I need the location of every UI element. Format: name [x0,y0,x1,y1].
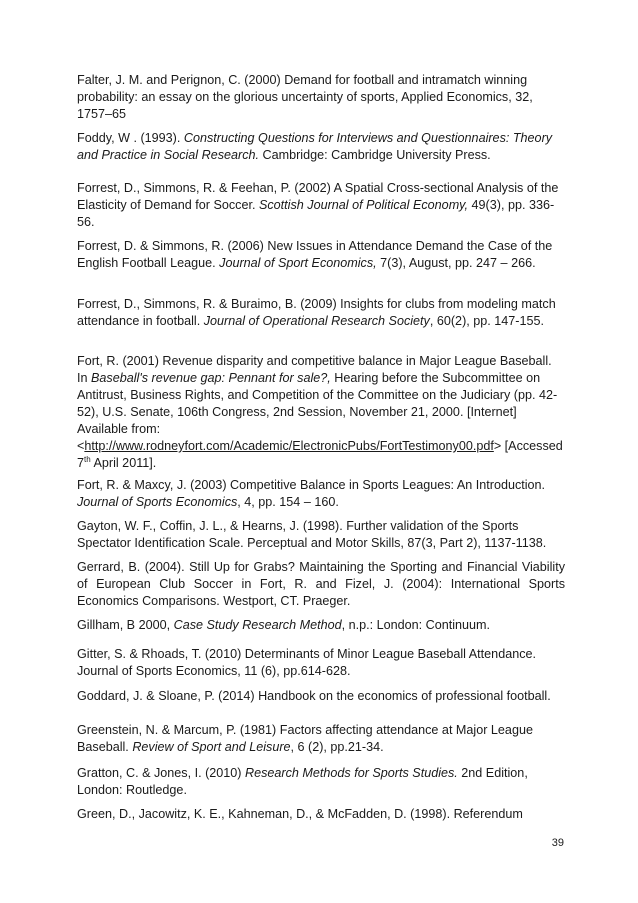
reference-text: , 4, pp. 154 – 160. [237,495,339,509]
reference-italic-text: Review of Sport and Leisure [132,740,291,754]
reference-entry [77,688,565,705]
reference-entry [77,617,565,634]
reference-url-link[interactable]: http://www.rodneyfort.com/Academic/ElectronicPubs/FortTestimony00.pdf [84,439,494,453]
reference-text: > [Accessed 7 [77,439,563,470]
reference-entry [77,130,565,164]
reference-text: Gratton, C. & Jones, I. (2010) [77,766,245,780]
reference-entry [77,296,565,330]
reference-entry [77,353,565,472]
reference-text: 7(3), August, pp. 247 – 266. [376,256,536,270]
reference-italic-text: Journal of Sport Economics, [219,256,377,270]
reference-italic-text: Scottish Journal of Political Economy, [258,198,469,212]
reference-text: Forrest, D., Simmons, R. & Feehan, P. (2002) A Spatial Cross-sectional Analysis of the Elasticity of Demand for Soccer. [77,181,559,212]
reference-text: Gayton, W. F., Coffin, J. L., & Hearns, J. (1998). Further validation of the Sports Spectator Identification Scale. Perceptual and Motor Skills, 87(3, Part 2), 1137-1138. [77,519,547,550]
reference-text: 2nd Edition, London: Routledge. [77,766,528,797]
reference-text: Forrest, D., Simmons, R. & Buraimo, B. (2009) Insights for clubs from modeling match attendance in football. [77,297,556,328]
reference-entry [77,72,565,123]
reference-entry [77,238,565,272]
reference-text: Gerrard, B. (2004). Still Up for Grabs? Maintaining the Sporting and Financial Viability of European Club Soccer in Fort, R. and Fizel, J. (2004): International Sports Economics Comparisons. Westport, CT. Praeger. [77,560,565,608]
page-number: 39 [551,837,564,849]
reference-italic-text: Constructing Questions for Interviews and Questionnaires: Theory and Practice in Social Research. [77,131,553,162]
reference-text: Falter, J. M. and Perignon, C. (2000) Demand for football and intramatch winning probability: an essay on the glorious uncertainty of sports, Applied Economics, 32, 1757–65 [77,73,533,121]
reference-italic-text: Journal of Sports Economics [77,495,238,509]
reference-text: 49(3), pp. 336-56. [77,198,555,229]
reference-text: Green, D., Jacowitz, K. E., Kahneman, D., & McFadden, D. (1998). Referendum [77,807,523,821]
reference-entry [77,765,565,799]
reference-text: , n.p.: London: Continuum. [341,618,491,632]
reference-italic-text: Baseball's revenue gap: Pennant for sale?, [91,371,331,385]
reference-text: Fort, R. (2001) Revenue disparity and competitive balance in Major League Baseball. In [77,354,552,385]
reference-text: Fort, R. & Maxcy, J. (2003) Competitive Balance in Sports Leagues: An Introduction. [77,478,546,492]
reference-text: Gitter, S. & Rhoads, T. (2010) Determinants of Minor League Baseball Attendance. Journal of Sports Economics, 11 (6), pp.614-628. [77,647,537,678]
reference-entry [77,806,565,823]
superscript-text: th [84,454,91,464]
reference-entry [77,559,565,610]
reference-text: Forrest, D. & Simmons, R. (2006) New Issues in Attendance Demand the Case of the English Football League. [77,239,553,270]
reference-text: Goddard, J. & Sloane, P. (2014) Handbook on the economics of professional football. [77,689,551,703]
reference-text: Hearing before the Subcommittee on Antitrust, Business Rights, and Competition of the Committee on the Judiciary (pp. 42-52), U.S. Senate, 106th Congress, 2nd Session, November 21, 2000. [Internet] Available from: < [77,371,558,453]
reference-text: Cambridge: Cambridge University Press. [259,148,491,162]
reference-text: April 2011]. [90,456,157,470]
reference-entry [77,518,565,552]
reference-text: , 60(2), pp. 147-155. [429,314,544,328]
reference-entry [77,646,565,680]
reference-text: Foddy, W . (1993). [77,131,184,145]
reference-text: Greenstein, N. & Marcum, P. (1981) Factors affecting attendance at Major League Baseball. [77,723,533,754]
reference-italic-text: Research Methods for Sports Studies. [245,766,458,780]
reference-text: Gillham, B 2000, [77,618,174,632]
reference-entry [77,180,565,231]
reference-text: , 6 (2), pp.21-34. [290,740,384,754]
reference-italic-text: Journal of Operational Research Society [203,314,430,328]
reference-italic-text: Case Study Research Method [173,618,342,632]
reference-entry [77,477,565,511]
reference-entry [77,722,565,756]
